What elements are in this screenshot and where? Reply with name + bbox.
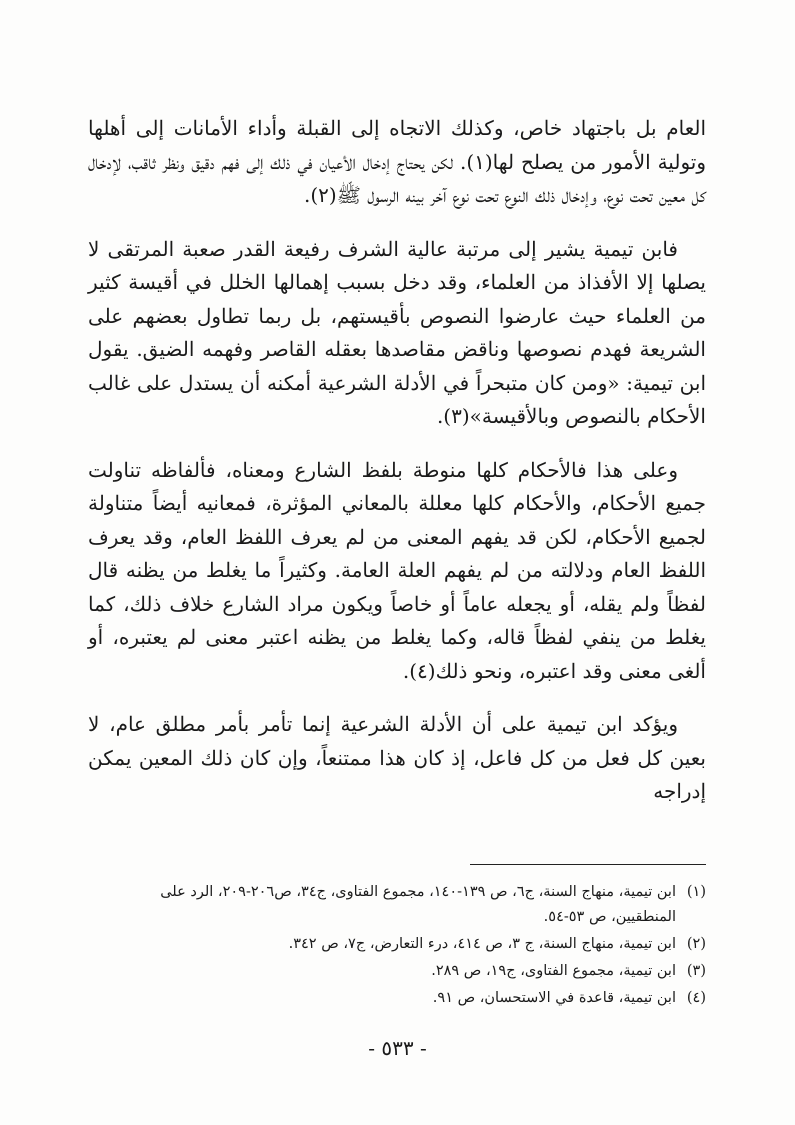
footnote-item (100, 932, 706, 957)
footnote-item (100, 959, 706, 984)
footnote-item (100, 880, 706, 930)
footnote-number: (١) (686, 884, 706, 900)
main-text (88, 112, 706, 829)
footnote-item (100, 986, 706, 1011)
footnote-number: (٢) (686, 936, 706, 952)
paragraph-1: العام بل باجتهاد خاص، وكذلك الاتجاه إلى القبلة وأداء الأمانات إلى أهلها وتولية الأمور من يصلح لها(١). لكن يحتاج إدخال الأعيان في ذلك إلى فهم دقيق ونظر ثاقب، لإدخال كل معين تحت نوع، وإدخال ذلك النوع تحت نوع آخر بينه الرسول ﷺ(٢). (88, 116, 706, 207)
footnote-text: ابن تيمية، منهاج السنة، ج٦، ص ١٣٩-١٤٠، مجموع الفتاوى، ج٣٤، ص٢٠٦-٢٠٩، الرد على المنطقيين، ص ٥٣-٥٤. (160, 884, 676, 925)
paragraph-4: ويؤكد ابن تيمية على أن الأدلة الشرعية إنما تأمر بأمر مطلق عام، لا بعين كل فعل من كل فاعل، إذ كان هذا ممتنعاً، وإن كان ذلك المعين يمكن إدراجه (88, 712, 706, 803)
footnote-number: (٣) (686, 963, 706, 979)
page-number: - ٥٣٣ - (368, 1036, 427, 1060)
paragraph-3: وعلى هذا فالأحكام كلها منوطة بلفظ الشارع ومعناه، فألفاظه تناولت جميع الأحكام، والأحكام كلها معللة بالمعاني المؤثرة، فمعانيه أيضاً متناولة لجميع الأحكام، لكن قد يفهم المعنى من لم يعرف اللفظ العام، وقد يعرف اللفظ العام ودلالته من لم يفهم العلة العامة. وكثيراً ما يغلط من يظنه قال لفظاً ولم يقله، أو يجعله عاماً أو خاصاً ويكون مراد الشارع خلاف ذلك، كما يغلط من ينفي لفظاً قاله، وكما يغلط من يظنه اعتبر معنى لم يعتبره، أو ألغى معنى وقد اعتبره، ونحو ذلك(٤). (88, 457, 706, 683)
footnotes (100, 880, 706, 1013)
footnote-text: ابن تيمية، منهاج السنة، ج ٣، ص ٤١٤، درء التعارض، ج٧، ص ٣٤٢. (288, 936, 676, 952)
paragraph-2: فابن تيمية يشير إلى مرتبة عالية الشرف رفيعة القدر صعبة المرتقى لا يصلها إلا الأفذاذ من العلماء، وقد دخل بسبب إهمالها الخلل في أقيسة كثير من العلماء حيث عارضوا النصوص بأقيستهم، بل ربما تطاول بعضهم على الشريعة فهدم نصوصها وناقض مقاصدها بعقله القاصر وفهمه الضيق. يقول ابن تيمية: «ومن كان متبحراً في الأدلة الشرعية أمكنه أن يستدل على غالب الأحكام بالنصوص وبالأقيسة»(٣). (88, 236, 706, 428)
footnote-divider (470, 864, 706, 865)
footnote-text: ابن تيمية، قاعدة في الاستحسان، ص ٩١. (432, 990, 676, 1006)
footnote-number: (٤) (686, 990, 706, 1006)
footnote-text: ابن تيمية، مجموع الفتاوى، ج١٩، ص ٢٨٩. (431, 963, 676, 979)
